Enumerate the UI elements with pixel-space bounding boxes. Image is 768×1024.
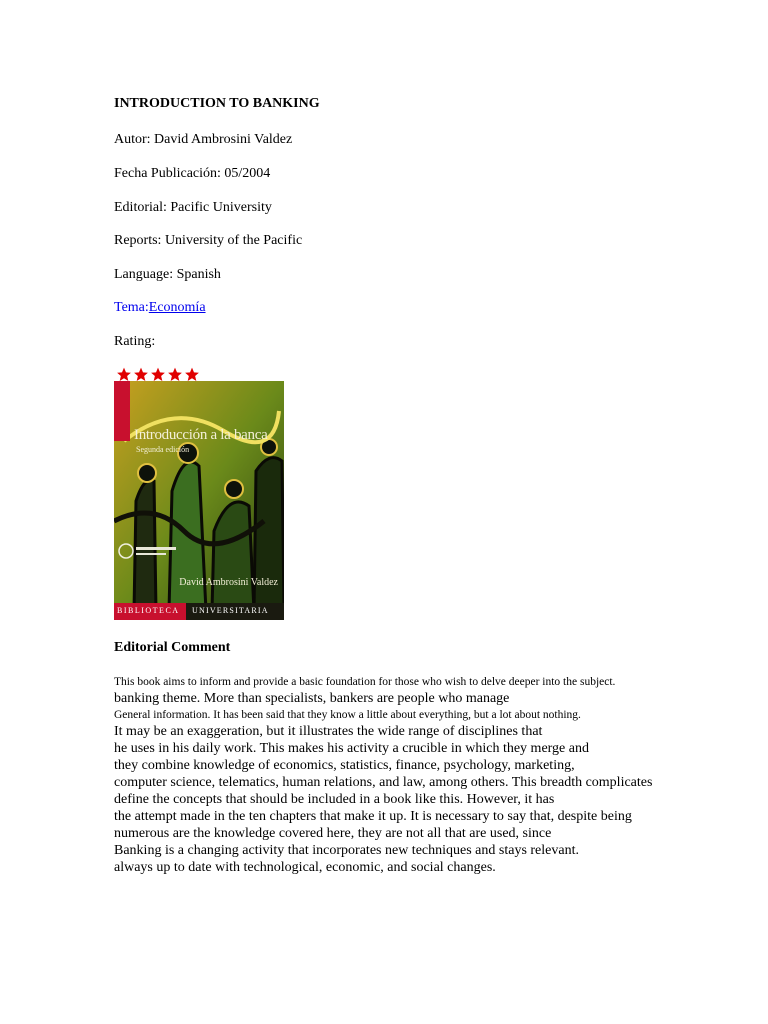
editorial-line: General information. It has been said that they know a little about everything, but a lot about nothing.: [114, 709, 581, 721]
reports-field: Reports: University of the Pacific: [114, 233, 303, 248]
rating-star-icon: [133, 367, 149, 382]
book-title: INTRODUCTION TO BANKING: [114, 96, 320, 111]
cover-series-left: BIBLIOTECA: [117, 606, 180, 615]
author-field: Autor: David Ambrosini Valdez: [114, 132, 293, 147]
editorial-line: he uses in his daily work. This makes his activity a crucible in which they merge and: [114, 741, 589, 756]
editorial-line: Banking is a changing activity that incorporates new techniques and stays relevant.: [114, 843, 579, 858]
topic-link[interactable]: [114, 300, 206, 315]
cover-title: Introducción a la banca: [134, 427, 268, 443]
publisher-field: Editorial: Pacific University: [114, 200, 272, 215]
cover-author: David Ambrosini Valdez: [179, 577, 278, 588]
editorial-line: It may be an exaggeration, but it illustrates the wide range of disciplines that: [114, 724, 543, 739]
cover-subtitle: Segunda edición: [136, 445, 190, 454]
topic-prefix: Tema:: [114, 300, 149, 315]
editorial-line: numerous are the knowledge covered here, they are not all that are used, since: [114, 826, 552, 841]
editorial-line: This book aims to inform and provide a basic foundation for those who wish to delve deeper into the subject.: [114, 676, 616, 688]
book-cover-image[interactable]: [114, 381, 284, 620]
topic-field: [114, 300, 206, 316]
rating-label: Rating:: [114, 334, 156, 349]
editorial-line: always up to date with technological, economic, and social changes.: [114, 860, 496, 875]
editorial-line: they combine knowledge of economics, statistics, finance, psychology, marketing,: [114, 758, 575, 773]
rating-star-icon: [150, 367, 166, 382]
rating-star-icon: [167, 367, 183, 382]
editorial-line: computer science, telematics, human relations, and law, among others. This breadth complicates: [114, 775, 653, 790]
editorial-line: banking theme. More than specialists, bankers are people who manage: [114, 691, 510, 706]
cover-series-right: UNIVERSITARIA: [192, 606, 269, 615]
topic-link-text: Economía: [148, 300, 206, 315]
rating-stars: [116, 367, 200, 382]
editorial-comment-body: [114, 674, 734, 876]
editorial-comment-heading: Editorial Comment: [114, 640, 231, 655]
publication-date-field: Fecha Publicación: 05/2004: [114, 166, 271, 181]
editorial-line: define the concepts that should be included in a book like this. However, it has: [114, 792, 555, 807]
rating-star-icon: [116, 367, 132, 382]
language-field: Language: Spanish: [114, 267, 221, 282]
editorial-line: the attempt made in the ten chapters that make it up. It is necessary to say that, despite being: [114, 809, 632, 824]
rating-star-icon: [184, 367, 200, 382]
